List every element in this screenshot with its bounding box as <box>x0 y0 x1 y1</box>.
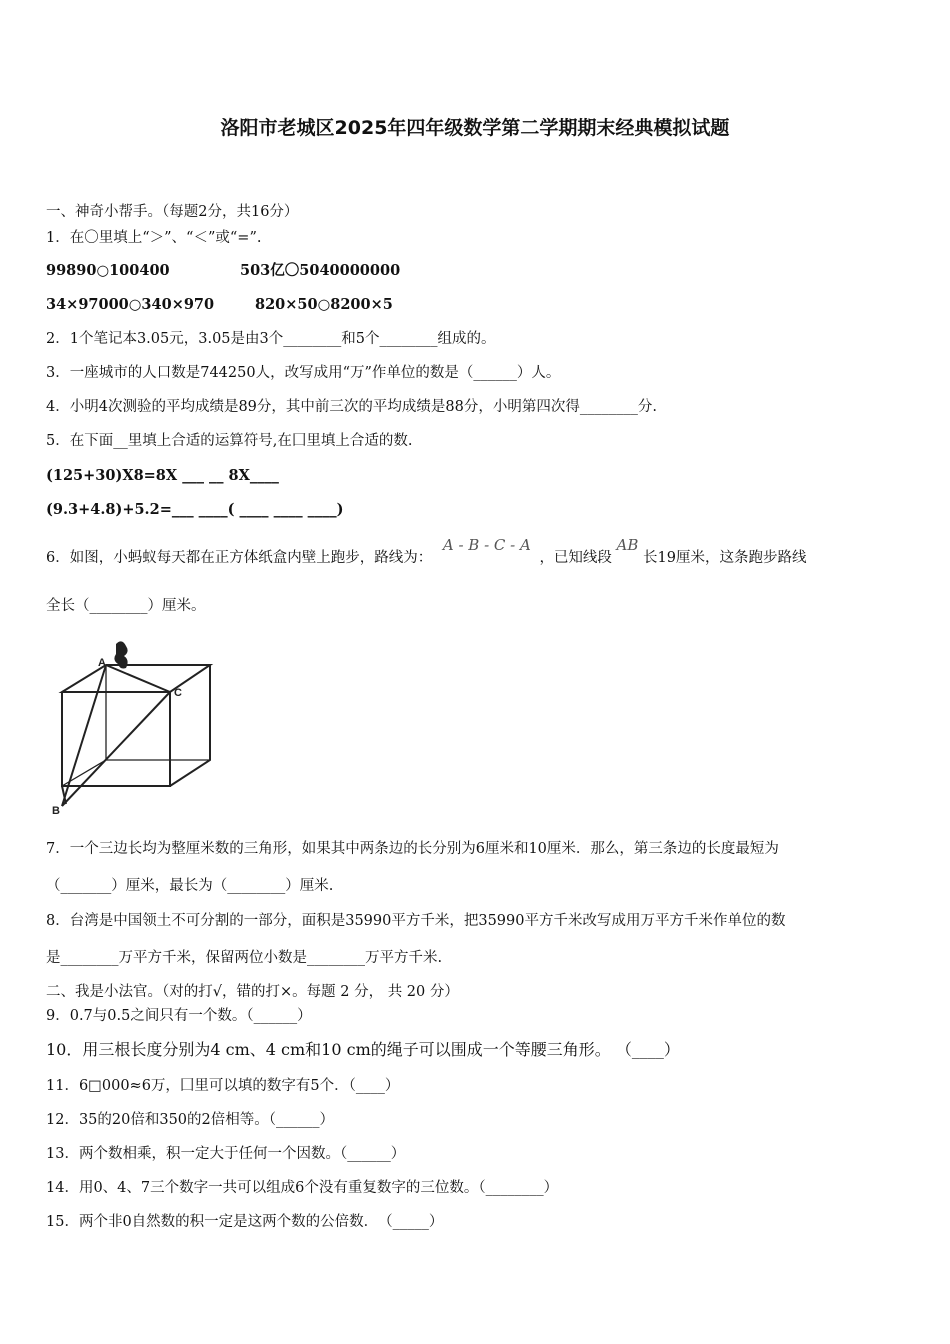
q7-line-2: （_______）厘米，最长为（________）厘米. <box>46 878 334 894</box>
q1-item-d: 820×50○8200×5 <box>255 296 393 313</box>
question-4: 4．小明4次测验的平均成绩是89分，其中前三次的平均成绩是88分，小明第四次得________分. <box>46 399 657 415</box>
question-3: 3．一座城市的人口数是744250人，改写成用“万”作单位的数是（______）人。 <box>46 365 561 381</box>
section1-heading: 一、神奇小帮手。（每题2分，共16分） <box>46 204 299 220</box>
label-b: B <box>52 805 60 817</box>
q1-item-a: 99890○100400 <box>46 262 170 279</box>
q6-line-2: 全长（________）厘米。 <box>46 598 206 614</box>
q1-stem: 1．在〇里填上“＞”、“＜”或“=”. <box>46 230 262 246</box>
q1-item-c: 34×97000○340×970 <box>46 296 215 313</box>
q1-item-b: 503亿〇5040000000 <box>240 262 401 279</box>
q8-line-2: 是________万平方千米，保留两位小数是________万平方千米. <box>46 950 443 966</box>
question-10: 10．用三根长度分别为4 cm、4 cm和10 cm的绳子可以围成一个等腰三角形。 （____） <box>46 1040 680 1059</box>
q5-stem: 5．在下面__里填上合适的运算符号,在囗里填上合适的数. <box>46 433 413 449</box>
q5-line-1: (125+30)X8=8X ___ __ 8X____ <box>46 467 279 484</box>
question-15: 15．两个非0自然数的积一定是这两个数的公倍数． （_____） <box>46 1214 444 1230</box>
q6-part2: ，已知线段 <box>539 550 612 566</box>
question-9: 9．0.7与0.5之间只有一个数。（______） <box>46 1008 312 1024</box>
q8-line-1: 8．台湾是中国领土不可分割的一部分，面积是35990平方千米，把35990平方千米改写成用万平方千米作单位的数 <box>46 913 786 929</box>
q6-part1: 6．如图，小蚂蚁每天都在正方体纸盒内壁上跑步，路线为： <box>46 550 433 566</box>
q6-route: A - B - C - A <box>442 536 531 554</box>
q5-line-2: (9.3+4.8)+5.2=___ ____( ____ ____ ____) <box>46 501 344 518</box>
q6-segment: AB <box>616 536 639 554</box>
q6-part3: 长19厘米，这条跑步路线 <box>643 550 807 566</box>
question-13: 13．两个数相乘，积一定大于任何一个因数。（______） <box>46 1146 406 1162</box>
label-c: C <box>174 687 182 699</box>
q7-line-1: 7．一个三边长均为整厘米数的三角形，如果其中两条边的长分别为6厘米和10厘米．那么，第三条边的长度最短为 <box>46 841 779 857</box>
label-a: A <box>98 657 106 669</box>
question-14: 14．用0、4、7三个数字一共可以组成6个没有重复数字的三位数。（________） <box>46 1180 559 1196</box>
q6-line-1 <box>46 536 807 568</box>
question-2: 2．1个笔记本3.05元，3.05是由3个________和5个________组成的。 <box>46 331 496 347</box>
section2-heading: 二、我是小法官。（对的打√，错的打×。每题 2 分， 共 20 分） <box>46 984 459 1000</box>
cube-diagram <box>48 636 218 818</box>
question-11: 11．6□000≈6万，囗里可以填的数字有5个．（____） <box>46 1078 400 1094</box>
page-title: 洛阳市老城区2025年四年级数学第二学期期末经典模拟试题 <box>220 117 730 139</box>
question-12: 12．35的20倍和350的2倍相等。（______） <box>46 1112 335 1128</box>
